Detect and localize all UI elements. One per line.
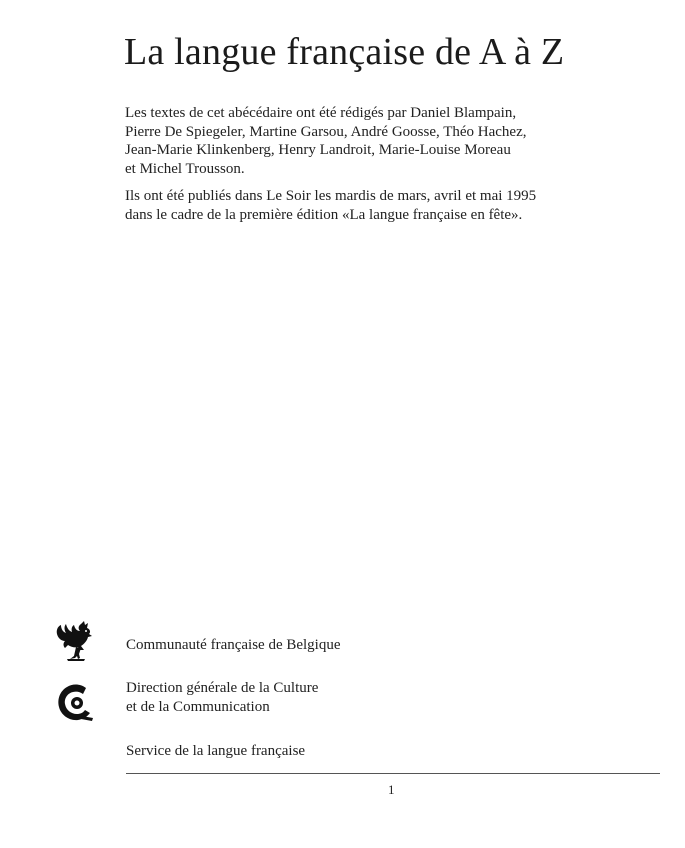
page-title: La langue française de A à Z bbox=[124, 31, 565, 73]
footer-divider bbox=[126, 773, 660, 774]
credits-paragraph bbox=[125, 104, 665, 178]
intro-text bbox=[125, 104, 665, 233]
community-name: Communauté française de Belgique bbox=[126, 637, 341, 653]
direction-name: Direction générale de la Culture et de la Communication bbox=[126, 680, 319, 715]
credits-line: et Michel Trousson. bbox=[125, 160, 245, 177]
credits-line: Jean-Marie Klinkenberg, Henry Landroit, Marie-Louise Moreau bbox=[125, 142, 511, 158]
credits-line: Pierre De Spiegeler, Martine Garsou, André Goosse, Théo Hachez, bbox=[125, 123, 527, 140]
service-name: Service de la langue française bbox=[126, 743, 306, 759]
credits-line: Les textes de cet abécédaire ont été rédigés par Daniel Blampain, bbox=[125, 105, 517, 121]
publication-line: dans le cadre de la première édition «La langue française en fête». bbox=[125, 206, 523, 223]
page-number: 1 bbox=[388, 782, 395, 797]
culture-emblem-icon bbox=[52, 680, 98, 726]
publication-paragraph bbox=[125, 187, 665, 224]
rooster-icon bbox=[54, 620, 100, 666]
publication-line: Ils ont été publiés dans Le Soir les mardis de mars, avril et mai 1995 bbox=[125, 188, 537, 204]
